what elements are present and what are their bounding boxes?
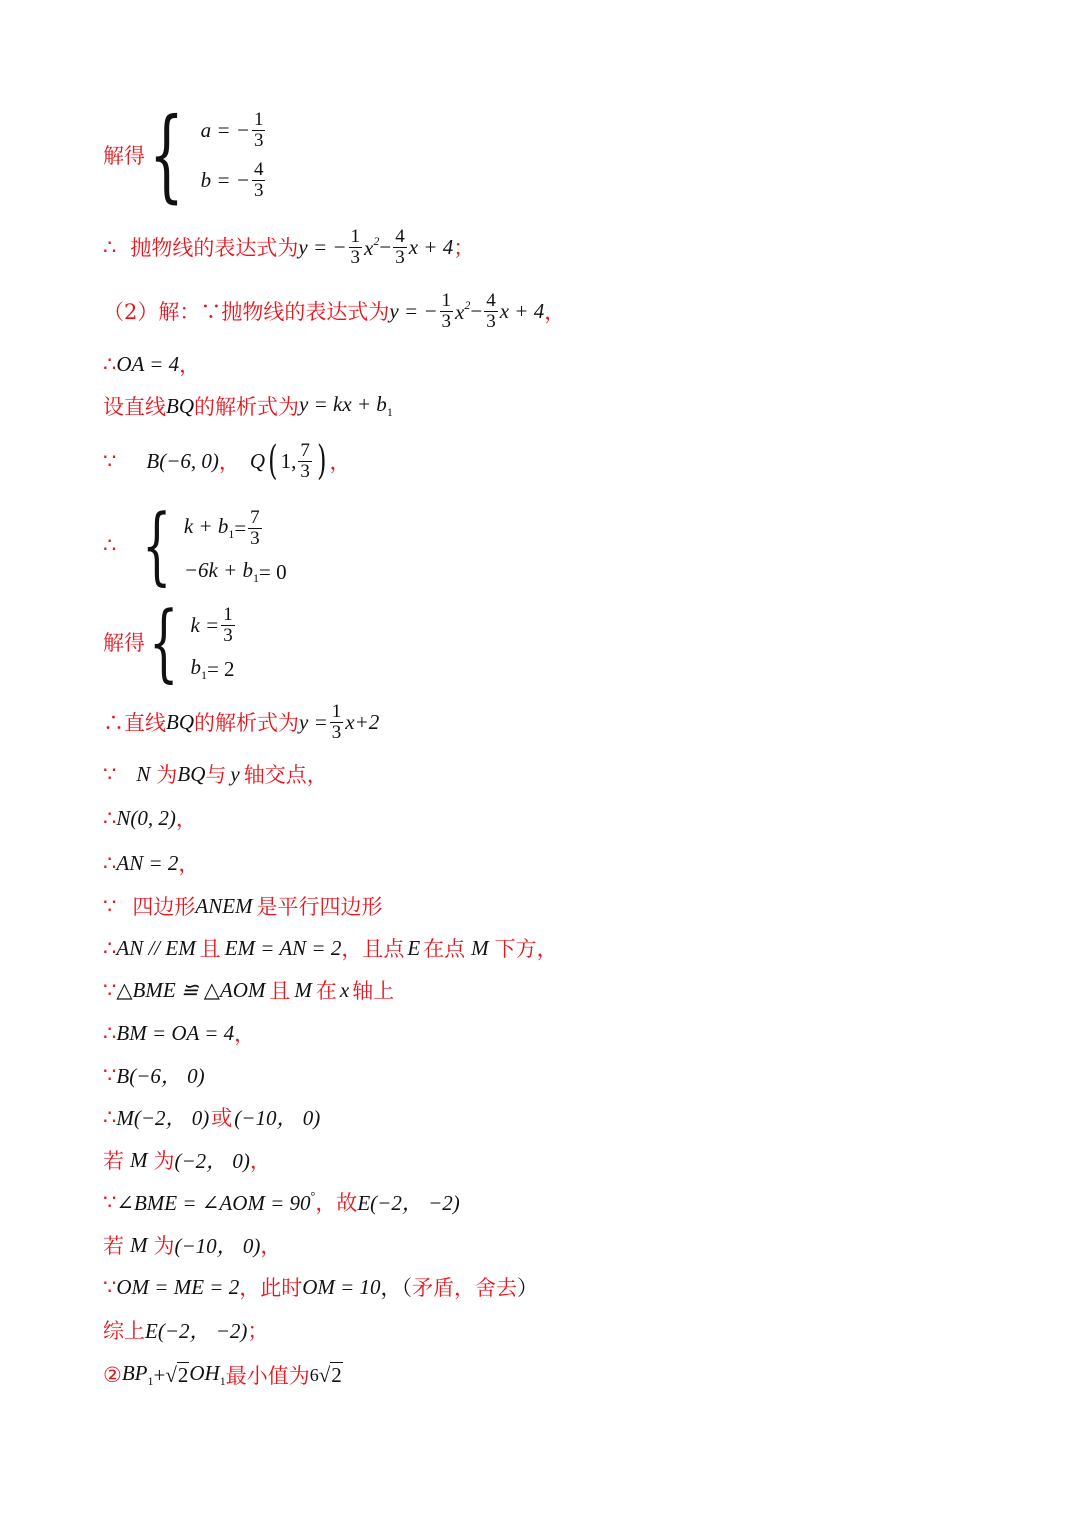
n-intersection	[103, 760, 328, 788]
because-symbol: ∵	[103, 1275, 117, 1299]
part2-start	[103, 286, 565, 336]
punct: ，	[249, 1149, 271, 1173]
punct: ；	[453, 236, 475, 260]
frac-num: 1	[253, 108, 264, 130]
therefore-symbol: ∴	[103, 806, 117, 830]
operator: = 0	[259, 559, 287, 584]
math: M	[471, 935, 489, 960]
text: 的解析式为	[194, 395, 299, 419]
var-x: x	[455, 299, 465, 324]
radicand: 2	[331, 1362, 342, 1387]
text: 最小值为	[225, 1364, 310, 1388]
frac-num: 4	[486, 289, 496, 311]
m-candidates	[103, 1103, 320, 1131]
text: ，（	[380, 1276, 413, 1300]
operator: = 2	[206, 656, 235, 681]
math: x + 4	[408, 234, 454, 259]
math: E(−2， −2)	[357, 1191, 460, 1215]
math: N(0, 2)	[116, 805, 176, 830]
math: k =	[190, 612, 220, 637]
congruent-triangles	[103, 976, 394, 1004]
frac-num: 1	[350, 225, 361, 247]
equation-system: { k = $\frac{1}{3}$ $b_1$ = 2	[149, 593, 235, 691]
math: y =	[299, 709, 328, 734]
text: ，此时	[239, 1276, 303, 1300]
text: 矛盾，舍去	[412, 1276, 518, 1300]
punct: ，	[175, 807, 197, 831]
therefore-symbol: ∴	[103, 1105, 117, 1129]
punct: ，	[218, 450, 240, 474]
math: −6k + b	[183, 558, 253, 582]
math: OA = 4	[116, 351, 180, 376]
math: △BME ≌ △AOM	[116, 977, 266, 1002]
an-length	[103, 849, 199, 877]
math: y	[230, 761, 240, 786]
because-symbol: ∵	[103, 762, 117, 786]
text: （2）解：∵抛物线的表达式为	[103, 300, 390, 324]
math: ANEM	[195, 893, 253, 918]
text: 与	[205, 763, 227, 787]
parallelogram	[103, 892, 383, 920]
text: 抛物线的表达式为	[130, 236, 299, 260]
contradiction	[103, 1273, 538, 1301]
frac-den: 3	[395, 246, 405, 268]
frac-den: 3	[223, 624, 233, 646]
math: M(−2， 0)	[116, 1106, 210, 1130]
math: ∠BME = ∠AOM = 90	[116, 1190, 311, 1215]
because-symbol: ∵	[103, 894, 117, 918]
because-symbol: ∵	[103, 449, 117, 473]
exponent: 2	[373, 233, 380, 248]
text: 为	[153, 1234, 175, 1258]
eq-b: b = −	[200, 167, 250, 192]
line-bq-setup	[103, 392, 393, 420]
var-x: x	[364, 235, 374, 260]
sqrt-icon: √	[318, 1362, 331, 1387]
subscript: 1	[200, 668, 207, 682]
text: 四边形	[132, 895, 196, 919]
math: OH	[189, 1361, 220, 1385]
math: E(−2， −2)	[145, 1319, 248, 1343]
math: M	[130, 1147, 148, 1172]
math: y = −	[389, 298, 438, 323]
text: 轴上	[352, 979, 395, 1003]
math: BQ	[166, 393, 194, 418]
subscript: 1	[386, 405, 393, 419]
math: M	[294, 977, 312, 1002]
punct: ，	[544, 300, 566, 324]
punct: ；	[247, 1319, 269, 1343]
operator: −	[470, 298, 483, 323]
frac-den: 3	[331, 721, 342, 743]
case-m-neg2	[103, 1146, 271, 1174]
point-b: B(−6, 0)	[146, 448, 219, 473]
exponent: 2	[464, 297, 471, 312]
text: 设直线	[103, 395, 166, 419]
frac-den: 3	[300, 460, 310, 482]
text: 或	[211, 1106, 233, 1130]
frac-den: 3	[350, 246, 361, 268]
math: x + 4	[499, 298, 545, 323]
text: 在点	[423, 937, 466, 961]
oa-length	[103, 350, 200, 378]
frac-num: 1	[441, 289, 452, 311]
min-value	[103, 1360, 343, 1390]
text: 轴交点，	[243, 763, 328, 787]
punct: ，	[234, 1022, 256, 1046]
subscript: 1	[253, 571, 259, 585]
solve-label: 解得	[103, 144, 145, 168]
text: ∴直线	[103, 711, 166, 735]
text: 在	[315, 979, 337, 1003]
math: x	[339, 977, 350, 1002]
math: 1,	[280, 448, 297, 473]
operator: +	[153, 1362, 166, 1387]
n-coordinates	[103, 804, 197, 832]
therefore-symbol: ∴	[103, 1021, 117, 1045]
math: (−10， 0)	[234, 1106, 321, 1130]
math: BM = OA = 4	[116, 1020, 235, 1045]
therefore-symbol: ∴	[103, 533, 117, 557]
math: B(−6， 0)	[116, 1064, 205, 1088]
degree: °	[310, 1188, 316, 1203]
line-bq-result	[103, 697, 379, 747]
subscript: 1	[228, 527, 235, 541]
points-bq: ∵ B(−6, 0) ， Q ( 1, $\frac{7}{3}$ ) ，	[103, 438, 351, 484]
solve-label: 解得	[103, 631, 145, 655]
frac-num: 7	[300, 439, 310, 461]
math: M	[130, 1232, 148, 1257]
radicand: 2	[177, 1362, 189, 1387]
therefore-symbol: ∴	[103, 936, 117, 960]
math: BQ	[177, 761, 206, 786]
frac-num: 4	[395, 225, 405, 247]
frac-den: 3	[253, 129, 264, 151]
system-kb	[103, 496, 287, 594]
math: 6	[309, 1364, 319, 1385]
text: 若	[103, 1149, 124, 1173]
text: ）	[517, 1276, 539, 1300]
text: 的解析式为	[194, 711, 299, 735]
math: OM = ME = 2	[116, 1274, 240, 1299]
sqrt-icon: √	[165, 1362, 177, 1387]
because-symbol: ∵	[103, 1190, 117, 1214]
math: E	[407, 935, 421, 960]
point-q: Q	[249, 448, 266, 473]
circled-number: ②	[103, 1363, 122, 1387]
subscript: 1	[147, 1374, 154, 1388]
an-parallel-em	[103, 934, 558, 962]
text: 且	[199, 937, 221, 961]
text: 是平行四边形	[256, 895, 383, 919]
text: 若	[103, 1234, 124, 1258]
punct: ，	[179, 353, 201, 377]
therefore-symbol: ∴	[103, 851, 117, 875]
text: 且	[269, 979, 291, 1003]
frac-num: 1	[223, 603, 233, 625]
math: (−10， 0)	[174, 1234, 261, 1258]
frac-den: 3	[250, 527, 260, 549]
punct: ，	[178, 852, 200, 876]
math: AN // EM	[116, 935, 196, 960]
math: y = kx + b	[299, 392, 387, 416]
parabola-expression	[103, 222, 474, 272]
math: k + b	[183, 514, 229, 538]
summary-e	[103, 1316, 268, 1344]
bm-length	[103, 1019, 255, 1047]
frac-den: 3	[253, 179, 264, 201]
math: b	[190, 655, 201, 679]
math: OM = 10	[302, 1274, 381, 1299]
math: y = −	[298, 234, 347, 259]
frac-num: 1	[331, 700, 342, 722]
eq-a: a = −	[200, 117, 250, 142]
math: AN = 2	[116, 850, 179, 875]
text: ，且点	[341, 937, 405, 961]
subscript: 1	[219, 1374, 226, 1388]
math: BP	[121, 1361, 148, 1385]
punct: ，	[260, 1234, 282, 1258]
text: 综上	[103, 1319, 145, 1343]
point-b-coord	[103, 1061, 205, 1089]
because-symbol: ∵	[103, 1063, 117, 1087]
operator: −	[379, 234, 392, 259]
math: EM = AN = 2	[224, 935, 342, 960]
equation-system: { a = − $\frac{1}{3}$ b = − $\frac{4}{3}$	[149, 96, 264, 213]
therefore-symbol: ∴	[103, 235, 117, 259]
because-symbol: ∵	[103, 978, 117, 1002]
math: x+2	[345, 709, 380, 734]
punct: ，	[329, 450, 351, 474]
frac-num: 4	[253, 158, 264, 180]
therefore-symbol: ∴	[103, 352, 117, 376]
text: 下方，	[494, 937, 558, 961]
solve-result-k	[103, 593, 237, 691]
solve-result-ab	[103, 96, 267, 213]
frac-den: 3	[441, 310, 452, 332]
text: ，故	[315, 1191, 358, 1215]
frac-den: 3	[486, 310, 496, 332]
math: N	[136, 761, 151, 786]
text: 为	[153, 1149, 175, 1173]
frac-num: 7	[250, 506, 260, 528]
equation-system: { $k + b_1$ = $\frac{7}{3}$ $-6k + b_1$ = 0	[142, 496, 287, 594]
case-m-neg10	[103, 1231, 281, 1259]
math: (−2， 0)	[174, 1149, 250, 1173]
text: 为	[156, 763, 178, 787]
operator: =	[234, 515, 247, 540]
angle-equality	[103, 1188, 460, 1216]
math: BQ	[166, 709, 194, 734]
